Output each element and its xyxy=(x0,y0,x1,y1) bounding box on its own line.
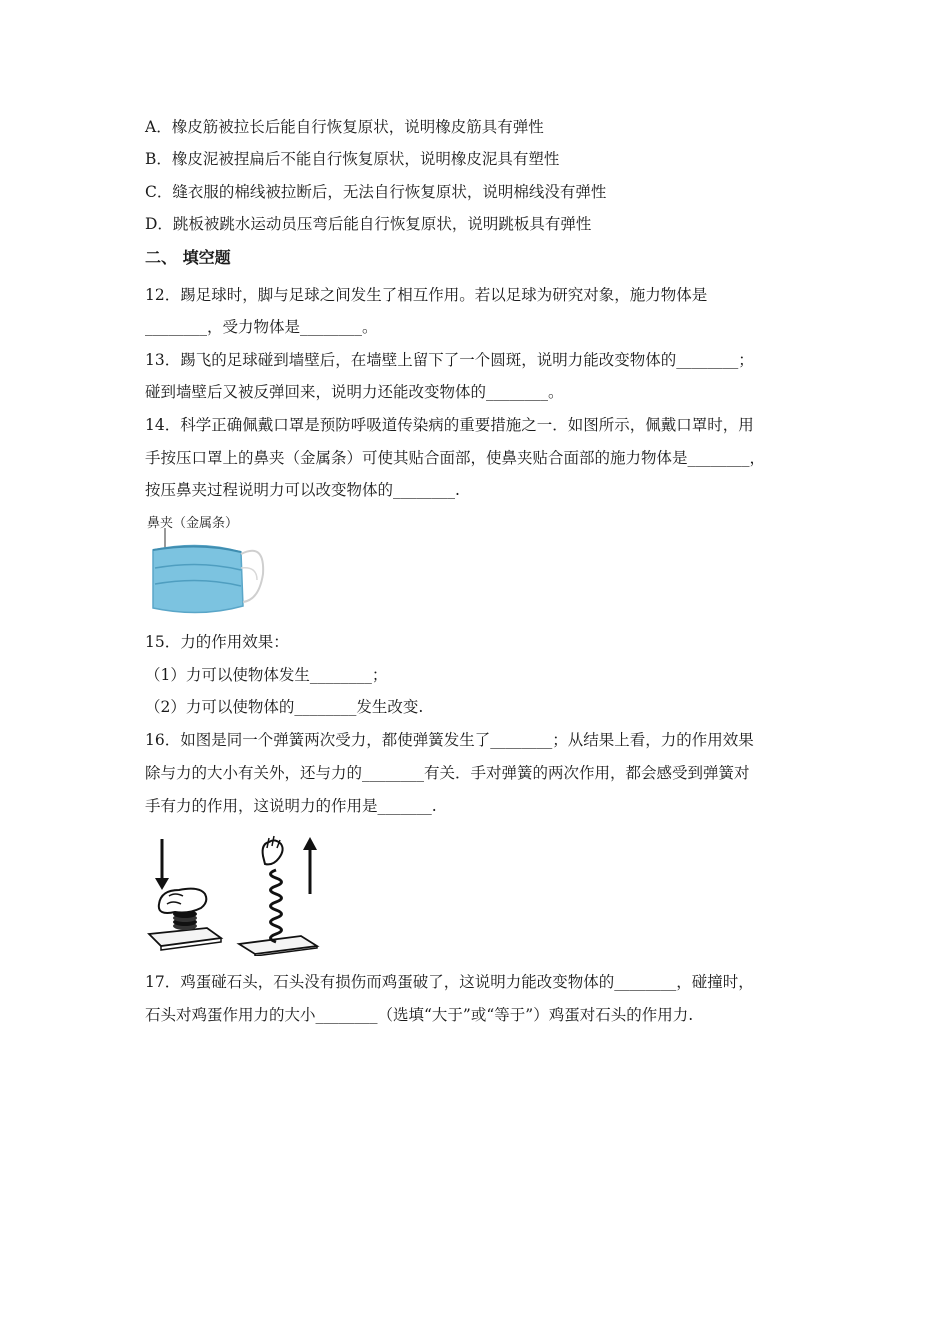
q16-line1: 16．如图是同一个弹簧两次受力，都使弹簧发生了________；从结果上看，力的作用效果 xyxy=(145,731,754,749)
q17-line2: 石头对鸡蛋作用力的大小________（选填“大于”或“等于”）鸡蛋对石头的作用力. xyxy=(145,1006,694,1024)
q14-line2: 手按压口罩上的鼻夹（金属条）可使其贴合面部，使鼻夹贴合面部的施力物体是________， xyxy=(145,449,766,467)
q16-line2: 除与力的大小有关外，还与力的________有关．手对弹簧的两次作用，都会感受到弹簧对 xyxy=(145,764,750,782)
option-c: C．缝衣服的棉线被拉断后，无法自行恢复原状，说明棉线没有弹性 xyxy=(145,183,607,201)
section-heading: 二、 填空题 xyxy=(145,248,231,267)
q17-line1: 17．鸡蛋碰石头，石头没有损伤而鸡蛋破了，这说明力能改变物体的________，碰撞时， xyxy=(145,973,754,991)
q13-line2: 碰到墙壁后又被反弹回来，说明力还能改变物体的________。 xyxy=(145,383,564,401)
q15-line2: （1）力可以使物体发生________； xyxy=(145,666,388,684)
face-mask-figure xyxy=(145,528,270,620)
option-a: A．橡皮筋被拉长后能自行恢复原状，说明橡皮筋具有弹性 xyxy=(145,118,544,136)
q16-line3: 手有力的作用，这说明力的作用是_______. xyxy=(145,797,437,815)
q15-line1: 15．力的作用效果： xyxy=(145,633,289,651)
q12-line1: 12．踢足球时，脚与足球之间发生了相互作用。若以足球为研究对象，施力物体是 xyxy=(145,286,708,304)
mask-figure-label: 鼻夹（金属条） xyxy=(147,516,239,531)
q13-line1: 13．踢飞的足球碰到墙壁后，在墙壁上留下了一个圆斑，说明力能改变物体的________； xyxy=(145,351,754,369)
option-d: D．跳板被跳水运动员压弯后能自行恢复原状，说明跳板具有弹性 xyxy=(145,215,592,233)
q14-line3: 按压鼻夹过程说明力可以改变物体的________. xyxy=(145,481,460,499)
q12-line2: ________，受力物体是________。 xyxy=(145,318,378,336)
spring-figure xyxy=(145,834,325,956)
q15-line3: （2）力可以使物体的________发生改变. xyxy=(145,698,424,716)
q14-line1: 14．科学正确佩戴口罩是预防呼吸道传染病的重要措施之一．如图所示，佩戴口罩时，用 xyxy=(145,416,754,434)
option-b: B．橡皮泥被捏扁后不能自行恢复原状，说明橡皮泥具有塑性 xyxy=(145,150,560,168)
